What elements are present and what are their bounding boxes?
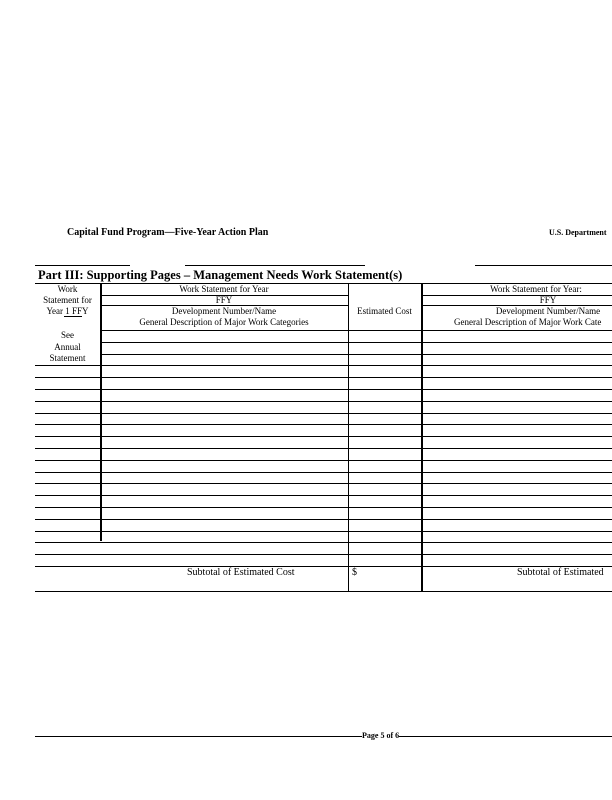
statement-text: Statement — [49, 353, 86, 363]
table-row-line — [35, 542, 612, 543]
annual-text: Annual — [54, 342, 81, 352]
table-row-line — [35, 413, 612, 414]
agency-name: U.S. Department — [549, 228, 607, 237]
ffy-label-1: FFY — [215, 295, 233, 305]
desc-label-2: General Description of Major Work Cate — [454, 317, 602, 327]
table-row-line — [35, 377, 612, 378]
part-title: Part III: Supporting Pages – Management Needs Work Statement(s) — [38, 268, 403, 282]
dev-label-2: Development Number/Name — [495, 306, 601, 316]
left-header-line2: Statement for — [43, 295, 92, 305]
table-row-line — [35, 401, 612, 402]
table-row-line — [35, 389, 612, 390]
table-row-line — [35, 495, 612, 496]
table-row-line — [35, 436, 612, 437]
ws-year-label-1: Work Statement for Year — [179, 284, 269, 294]
ws-year-label-2: Work Statement for Year: — [490, 284, 582, 294]
dev-label-1: Development Number/Name — [171, 306, 277, 316]
see-text: See — [61, 330, 74, 340]
table-row-line — [35, 365, 612, 366]
table-row-line — [35, 554, 612, 555]
left-header-line3: Year 1 FFY — [46, 306, 89, 316]
subtotal-label-2: Subtotal of Estimated — [517, 567, 604, 578]
subtotal-label-1: Subtotal of Estimated Cost — [187, 567, 295, 578]
table-row-line — [35, 472, 612, 473]
table-row-line — [35, 531, 612, 532]
desc-label-1: General Description of Major Work Categories — [139, 317, 309, 327]
table-row-line — [35, 448, 612, 449]
table-row-line — [35, 460, 612, 461]
table-row-line — [35, 483, 612, 484]
page-number: Page 5 of 6 — [362, 731, 400, 740]
cost-label-1: Estimated Cost — [357, 306, 412, 316]
table-row-line — [100, 354, 612, 355]
table-row-line — [100, 330, 612, 331]
table-row-line — [35, 507, 612, 508]
table-row-line — [100, 342, 612, 343]
table-row-line — [35, 424, 612, 425]
left-header-line1: Work — [57, 284, 78, 294]
subtotal-value-1[interactable]: $ — [352, 567, 357, 578]
table-row-line — [35, 519, 612, 520]
form-title: Capital Fund Program—Five-Year Action Plan — [67, 227, 269, 238]
ffy-label-2: FFY — [539, 295, 557, 305]
